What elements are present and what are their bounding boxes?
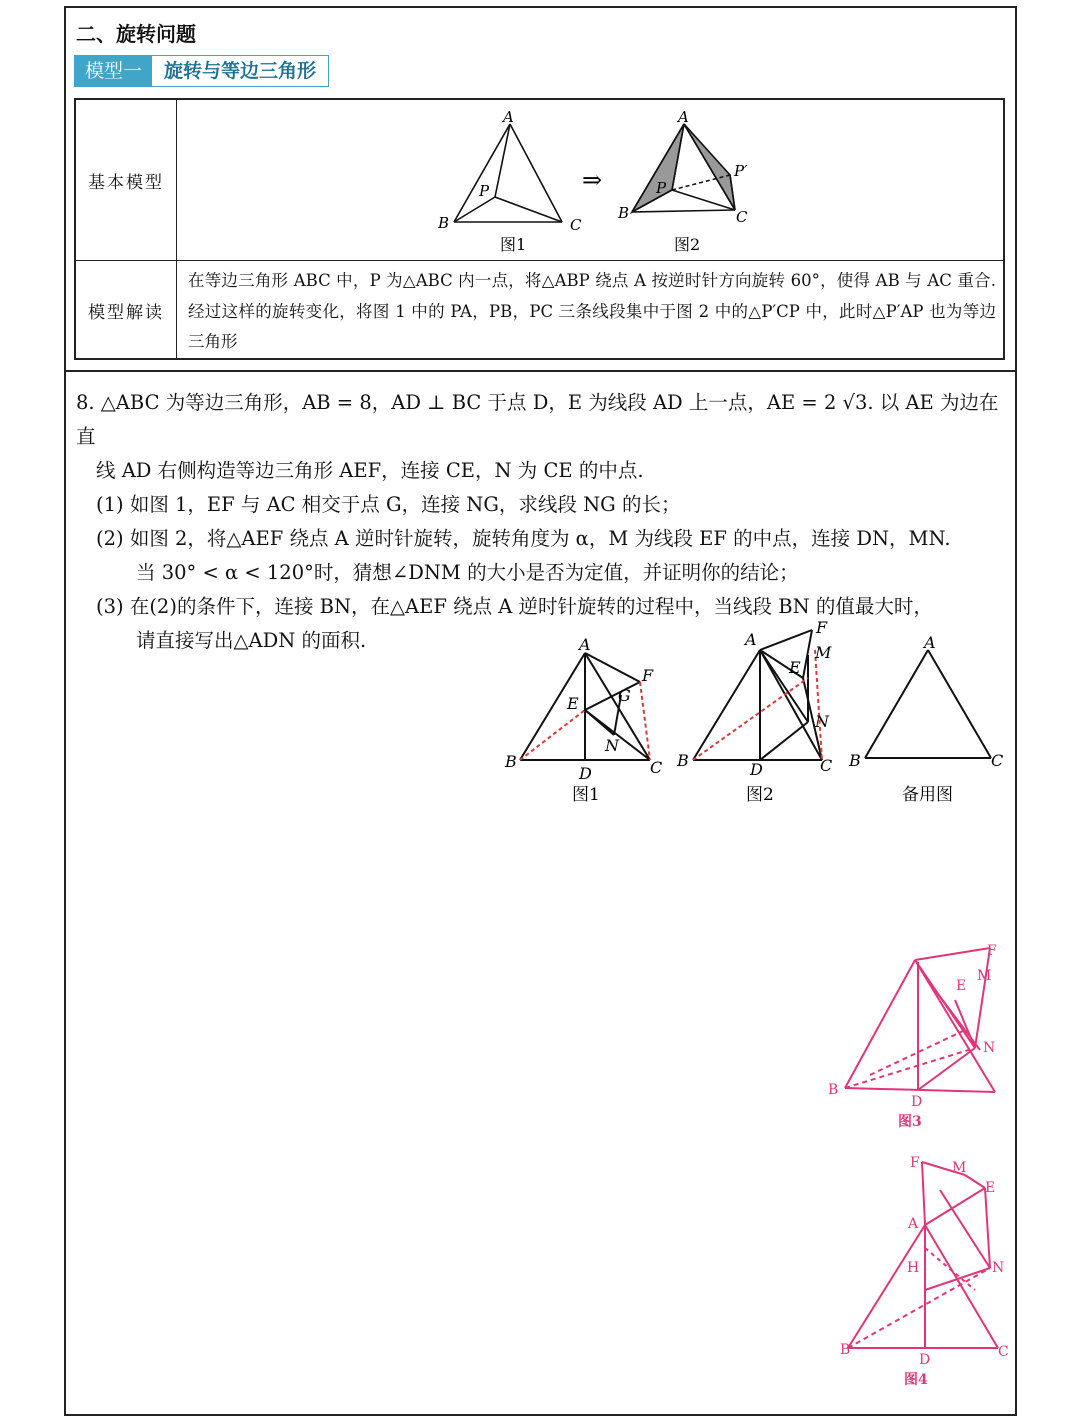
spare-C: C [991, 751, 1004, 770]
fig3-M: M [977, 968, 992, 984]
fig4-caption: 图4 [904, 1372, 928, 1388]
p-fig1-N: N [605, 736, 619, 755]
p-fig2-M: M [815, 643, 832, 662]
fig4-M: M [952, 1160, 967, 1176]
fig3-F: F [987, 943, 997, 959]
p-fig1-caption: 图1 [572, 785, 600, 805]
rotation-arrow: ⇒ [582, 166, 603, 194]
fig3-B: B [828, 1082, 839, 1098]
fig2-label-C: C [736, 208, 748, 226]
p-fig2-B: B [677, 751, 689, 770]
p-fig1-F: F [642, 666, 654, 685]
p-fig1-G: G [618, 686, 631, 705]
model-figure-2 [632, 124, 735, 212]
problem-line-2: 线 AD 右侧构造等边三角形 AEF，连接 CE，N 为 CE 的中点. [96, 459, 644, 482]
fig1-label-A: A [503, 108, 514, 126]
p-fig2-caption: 图2 [746, 785, 774, 805]
fig3-caption: 图3 [898, 1114, 922, 1130]
problem-part-1: (1) 如图 1，EF 与 AC 相交于点 G，连接 NG，求线段 NG 的长； [96, 493, 681, 516]
fig4-F: F [910, 1155, 920, 1171]
fig4-C: C [998, 1344, 1009, 1360]
model-tag: 模型一 [75, 56, 152, 86]
p-fig2-D: D [750, 760, 763, 779]
fig1-label-B: B [438, 214, 450, 232]
p-fig2-F: F [816, 618, 828, 637]
spare-B: B [849, 751, 861, 770]
p-fig2-E: E [789, 658, 801, 677]
fig2-caption: 图2 [674, 235, 701, 254]
model-table [74, 98, 1005, 360]
problem-8 [76, 386, 1010, 658]
p-fig2-N: N [815, 712, 829, 731]
fig4-H: H [907, 1260, 920, 1276]
fig3-E: E [956, 978, 967, 994]
fig2-label-P-prime: P′ [734, 162, 748, 180]
basic-model-label: 基本模型 [88, 173, 164, 193]
fig4-B: B [840, 1342, 851, 1358]
section-title: 二、旋转问题 [76, 22, 196, 46]
fig4-E: E [985, 1180, 996, 1196]
model-banner [74, 55, 329, 87]
row-divider [76, 260, 1003, 261]
fig4-N: N [992, 1260, 1005, 1276]
fig2-label-B: B [618, 204, 630, 222]
fig1-label-P: P [479, 182, 490, 200]
p-fig1-C: C [650, 758, 663, 777]
model-interpretation-text: 在等边三角形 ABC 中，P 为△ABC 内一点，将△ABP 绕点 A 按逆时针方向旋转 60°，使得 AB 与 AC 重合. 经过这样的旋转变化，将图 1 中的 PA，PB，PC 三条线段集中于图 2 中的△P′CP 中，此时△P′AP 也为等边三角形 [188, 271, 996, 351]
fig2-label-A: A [678, 108, 689, 126]
model-figure-1 [454, 124, 562, 222]
model-name: 旋转与等边三角形 [152, 56, 328, 86]
fig4-D: D [919, 1352, 931, 1368]
fig4-A: A [908, 1216, 919, 1232]
p-fig1-B: B [505, 752, 517, 771]
problem-part-2b: 当 30° < α < 120°时，猜想∠DNM 的大小是否为定值，并证明你的结论； [136, 561, 799, 584]
p-fig1-E: E [567, 694, 579, 713]
problem-part-3b: 请直接写出△ADN 的面积. [136, 629, 367, 652]
problem-part-3a: (3) 在(2)的条件下，连接 BN，在△AEF 绕点 A 逆时针旋转的过程中，当线段 BN 的值最大时， [96, 595, 933, 618]
fig2-label-P: P [656, 179, 667, 197]
fig1-caption: 图1 [500, 235, 527, 254]
section-separator [66, 370, 1015, 372]
p-fig1-D: D [579, 764, 592, 783]
model-interpretation-label: 模型解读 [88, 303, 164, 323]
spare-caption: 备用图 [902, 785, 953, 805]
p-fig1-A: A [579, 635, 591, 654]
p-fig2-A: A [745, 630, 757, 649]
problem-line-1: 8. △ABC 为等边三角形，AB = 8，AD ⊥ BC 于点 D，E 为线段 AD 上一点，AE = 2 √3. 以 AE 为边在直 [76, 391, 999, 448]
fig1-label-C: C [570, 216, 582, 234]
fig3-D: D [911, 1094, 923, 1110]
p-fig2-C: C [820, 756, 833, 775]
fig3-N: N [983, 1040, 996, 1056]
spare-A: A [924, 633, 936, 652]
problem-part-2a: (2) 如图 2，将△AEF 绕点 A 逆时针旋转，旋转角度为 α，M 为线段 EF 的中点，连接 DN，MN. [96, 527, 951, 550]
basic-model-figures [76, 100, 1005, 260]
